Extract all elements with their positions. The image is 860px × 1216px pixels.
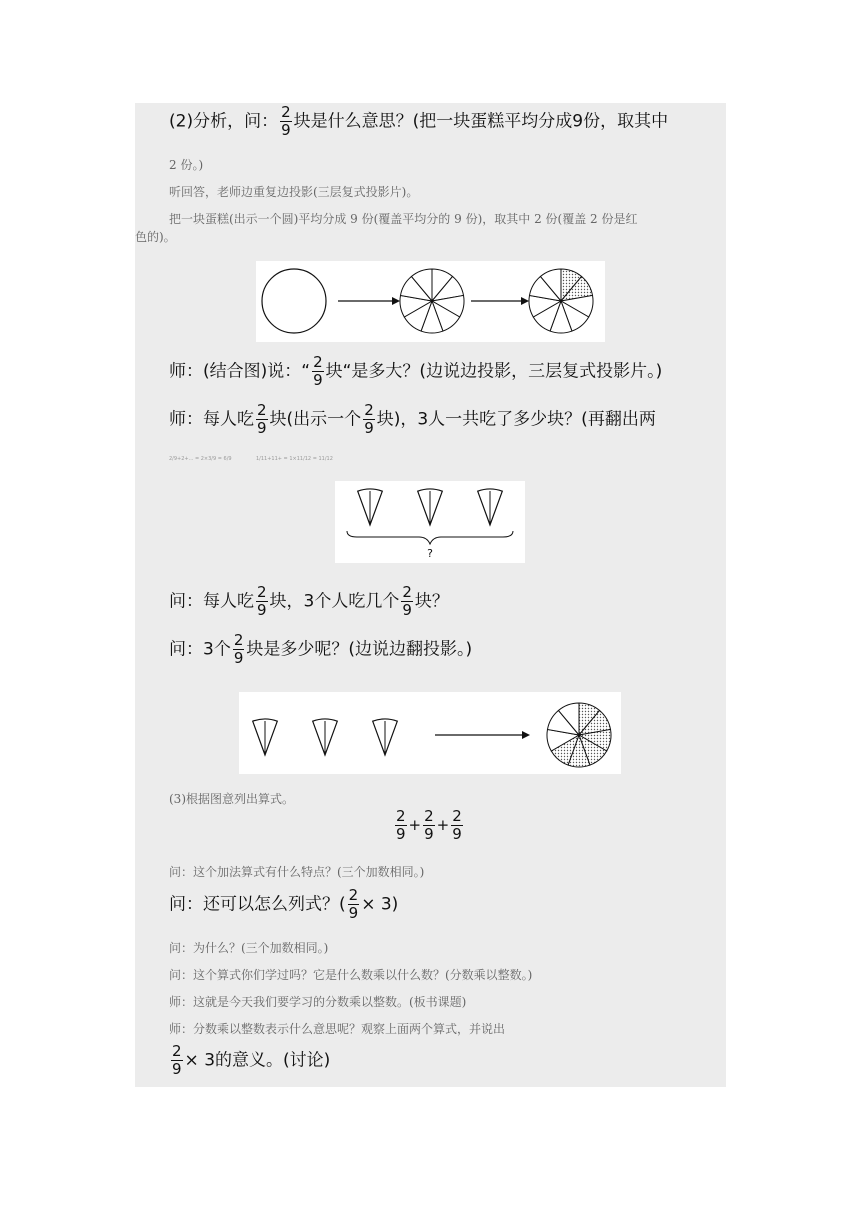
slice-group [358,489,503,525]
fraction [395,809,407,842]
text-segment: 块是多少呢？(边说边翻投影。) [246,639,473,660]
combined-slices-svg [239,692,621,774]
denominator: 9 [452,825,462,843]
text-segment: 块？ [414,591,449,612]
brace [347,531,513,544]
text-segment: 块“是多大？(边说边投影，三层复式投影片。) [325,361,663,382]
fraction [451,809,463,842]
teacher-meaning: 师：分数乘以整数表示什么意思呢？观察上面两个算式，并说出 [169,1022,506,1036]
shaded-cake [529,269,593,333]
numerator: 2 [452,807,462,825]
denominator: 9 [281,121,291,139]
denominator: 9 [364,419,374,437]
arrow-head [521,297,529,305]
text-segment: 块是什么意思？(把一块蛋糕平均分成9份，取其中 [293,111,669,132]
denominator: 9 [257,601,267,619]
numerator: 2 [281,103,291,121]
fraction [312,355,324,388]
teacher-topic: 师：这就是今天我们要学习的分数乘以整数。(板书课题) [169,995,467,1009]
question-learned: 问：这个算式你们学过吗？它是什么数乘以什么数？(分数乘以整数。) [169,968,533,982]
step-3-heading: (3)根据图意列出算式。 [169,792,294,806]
denominator: 9 [424,825,434,843]
question-how-many [169,585,449,618]
cake-description-continuation: 色的)。 [135,230,176,244]
fraction [256,403,268,436]
fraction [401,585,413,618]
three-slices-svg [335,481,525,563]
denominator: 9 [396,825,406,843]
arrow-head [392,297,400,305]
cake-description: 把一块蛋糕(出示一个圆)平均分成 9 份(覆盖平均分的 9 份)，取其中 2 份(覆盖 2 份是红 [169,212,638,226]
denominator: 9 [172,1060,182,1078]
combined-slices-figure [239,692,621,774]
denominator: 9 [313,371,323,389]
fraction [233,633,245,666]
numerator: 2 [313,353,323,371]
denominator: 9 [402,601,412,619]
answer-continuation: 2 份。) [169,158,204,172]
text-segment: 问：每人吃 [169,591,254,612]
whole-cake-circle [262,269,326,333]
brace-question-mark: ? [427,547,433,560]
numerator: 2 [257,583,267,601]
text-segment: 块)，3人一共吃了多少块？(再翻出两 [376,409,656,430]
denominator: 9 [257,419,267,437]
tiny-formula: 2/9+2+... = 2×3/9 = 6/9 [169,456,232,462]
numerator: 2 [424,807,434,825]
text-segment: × 3的意义。(讨论) [184,1050,331,1071]
text-segment: 块，3个人吃几个 [269,591,400,612]
three-slices-figure [335,481,525,563]
denominator: 9 [233,649,244,667]
fraction [423,809,435,842]
numerator: 2 [257,401,267,419]
fraction [348,888,360,921]
text-segment: (2)分析，问： [169,111,279,132]
text-segment: 师：(结合图)说：“ [169,361,311,382]
slice-group [253,719,398,755]
analysis-question [169,105,668,138]
text-segment: 师：每人吃 [169,409,254,430]
numerator: 2 [348,886,359,904]
fraction [363,403,375,436]
numerator: 2 [396,807,406,825]
text-segment: 块(出示一个 [269,409,362,430]
tiny-formula: 1/11+11+ = 1×11/12 = 11/12 [256,456,333,462]
result-cake [547,703,611,767]
cake-division-svg [256,261,605,342]
addition-formula [393,809,465,842]
document-page [135,103,726,1087]
fraction [256,585,268,618]
fraction [171,1044,183,1077]
plus-sign: + [408,816,422,834]
question-how-much [169,633,472,666]
question-why: 问：为什么？(三个加数相同。) [169,941,329,955]
text-segment: 问：还可以怎么列式？( [169,894,346,915]
teacher-question-size [169,355,662,388]
denominator: 9 [348,904,359,922]
numerator: 2 [233,631,244,649]
question-other-formula [169,888,398,921]
teacher-question-eating [169,403,656,436]
text-segment: 问：3个 [169,639,231,660]
numerator: 2 [364,401,374,419]
cake-division-figure [256,261,605,342]
arrow-head [522,731,530,739]
question-feature: 问：这个加法算式有什么特点？(三个加数相同。) [169,865,425,879]
teacher-instruction: 听回答，老师边重复边投影(三层复式投影片)。 [169,185,419,199]
text-segment: × 3) [361,894,399,915]
numerator: 2 [172,1042,182,1060]
divided-cake [400,269,464,333]
numerator: 2 [402,583,412,601]
plus-sign: + [436,816,450,834]
fraction [280,105,292,138]
meaning-discussion [169,1044,330,1077]
